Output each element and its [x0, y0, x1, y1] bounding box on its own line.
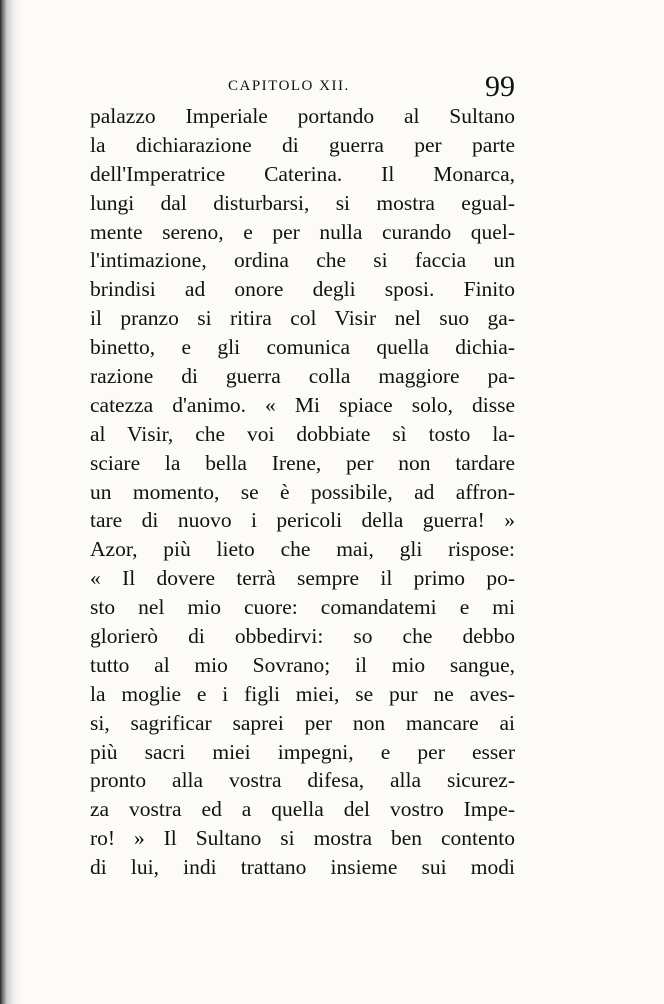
text-line: glorierò di obbedirvi: so che debbo	[90, 624, 515, 649]
text-line: sto nel mio cuore: comandatemi e mi	[90, 595, 515, 620]
text-line: ro! » Il Sultano si mostra ben contento	[90, 826, 515, 851]
text-line: sciare la bella Irene, per non tardare	[90, 450, 515, 475]
text-line: tutto al mio Sovrano; il mio sangue,	[90, 652, 515, 677]
text-line: il pranzo si ritira col Visir nel suo ga-	[90, 306, 515, 331]
text-line: brindisi ad onore degli sposi. Finito	[90, 277, 515, 302]
page-spine-shadow	[0, 0, 22, 1004]
text-line: Azor, più lieto che mai, gli rispose:	[90, 537, 515, 562]
text-line: lungi dal disturbarsi, si mostra egual-	[90, 190, 515, 215]
running-head: CAPITOLO XII.	[228, 78, 350, 94]
text-line: la moglie e i figli miei, se pur ne aves-	[90, 681, 515, 706]
text-line: binetto, e gli comunica quella dichia-	[90, 335, 515, 360]
text-line: tare di nuovo i pericoli della guerra! »	[90, 508, 515, 533]
text-line: si, sagrificar saprei per non mancare ai	[90, 710, 515, 735]
page-number: 99	[485, 70, 515, 103]
text-line: mente sereno, e per nulla curando quel-	[90, 219, 515, 244]
text-line: più sacri miei impegni, e per esser	[90, 739, 515, 764]
text-line: dell'Imperatrice Caterina. Il Monarca,	[90, 161, 515, 186]
text-line: al Visir, che voi dobbiate sì tosto la-	[90, 421, 515, 446]
text-line: pronto alla vostra difesa, alla sicurez-	[90, 768, 515, 793]
text-line: palazzo Imperiale portando al Sultano	[90, 104, 515, 128]
body-text	[90, 102, 515, 882]
text-line: « Il dovere terrà sempre il primo po-	[90, 566, 515, 591]
text-line: di lui, indi trattano insieme sui modi	[90, 855, 515, 880]
text-line: catezza d'animo. « Mi spiace solo, disse	[90, 392, 515, 417]
text-line: razione di guerra colla maggiore pa-	[90, 364, 515, 389]
text-line: un momento, se è possibile, ad affron-	[90, 479, 515, 504]
text-line: l'intimazione, ordina che si faccia un	[90, 248, 515, 273]
text-line: la dichiarazione di guerra per parte	[90, 132, 515, 157]
text-line: za vostra ed a quella del vostro Impe-	[90, 797, 515, 822]
